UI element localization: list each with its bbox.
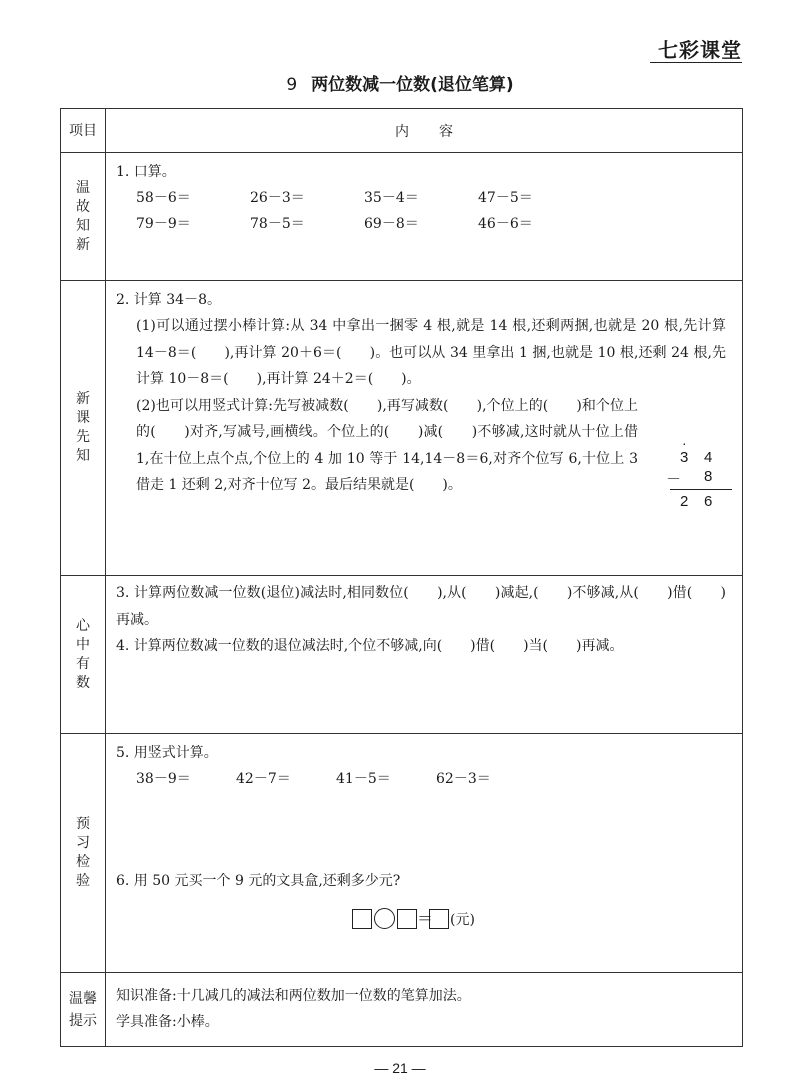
section-label-tips: 温馨提示	[61, 973, 106, 1047]
header-item: 项目	[61, 109, 106, 153]
page-number: — 21 —	[374, 1060, 426, 1076]
section-tips	[61, 973, 743, 1047]
unit-label: (元)	[450, 911, 475, 928]
section-label-new: 新课先知	[61, 281, 106, 576]
tip-knowledge: 知识准备:十几减几的减法和两位数加一位数的笔算加法。	[116, 988, 471, 1004]
brand-logo: 七彩课堂	[658, 38, 742, 62]
answer-box[interactable]	[352, 909, 372, 929]
section-label-mind: 心中有数	[61, 576, 106, 734]
vertical-calculation: · 3 4 － 8 2 6	[670, 449, 732, 512]
method-vertical: (2)也可以用竖式计算:先写被减数( ),再写减数( ),个位上的( )和个位上的( )对齐,写减号,画横线。个位上的( )减( )不够减,这时就从十位上借 1,在十位上点个点,个位上的 4 加 10 等于 14,14－8＝6,对齐个位写 6,十位上 3 借走 1 还剩 2,对齐十位写 2。最后结果就是( )。	[136, 397, 638, 493]
section-new	[61, 281, 743, 576]
borrow-dot: ·	[682, 435, 687, 451]
lesson-number: 9	[286, 75, 298, 95]
calc-row-2: 79－9＝ 78－5＝ 69－8＝ 46－6＝	[136, 216, 533, 232]
tip-tools: 学具准备:小棒。	[116, 1014, 219, 1030]
answer-box[interactable]	[429, 909, 449, 929]
lesson-title: 两位数减一位数(退位笔算)	[311, 75, 514, 95]
page-title	[0, 70, 800, 95]
question-5: 5. 用竖式计算。	[116, 745, 218, 761]
question-4: 4. 计算两位数减一位数的退位减法时,个位不够减,向( )借( )当( )再减。	[116, 638, 624, 654]
brand-underline	[650, 62, 742, 63]
question-1: 1. 口算。	[116, 164, 176, 180]
calc-row-5: 38－9＝ 42－7＝ 41－5＝ 62－3＝	[136, 771, 491, 787]
operator-circle[interactable]	[374, 908, 395, 929]
section-label-check: 预习检验	[61, 734, 106, 973]
question-3: 3. 计算两位数减一位数(退位)减法时,相同数位( ),从( )减起,( )不够减,从( )借( )再减。	[116, 585, 726, 628]
method-sticks: (1)可以通过摆小棒计算:从 34 中拿出一捆零 4 根,就是 14 根,还剩两捆,也就是 20 根,先计算 14－8＝( ),再计算 20＋6＝( )。也可以从 34 里拿出 1 捆,也就是 10 根,还剩 24 根,先计算 10－8＝( ),再计算 24＋2＝( )。	[136, 318, 726, 387]
section-check	[61, 734, 743, 973]
question-6: 6. 用 50 元买一个 9 元的文具盒,还剩多少元?	[116, 873, 401, 889]
calc-rule	[670, 489, 732, 490]
section-review	[61, 153, 743, 281]
calc-row-1: 58－6＝ 26－3＝ 35－4＝ 47－5＝	[136, 190, 533, 206]
worksheet-table	[60, 108, 743, 1047]
question-2: 2. 计算 34－8。	[116, 292, 221, 308]
answer-box[interactable]	[397, 909, 417, 929]
equals-sign: ＝	[417, 908, 434, 928]
header-content: 内容	[106, 109, 743, 153]
header-row	[61, 109, 743, 153]
answer-equation	[352, 908, 734, 929]
section-mind	[61, 576, 743, 734]
section-label-review: 温故知新	[61, 153, 106, 281]
minus-sign: －	[666, 471, 682, 488]
